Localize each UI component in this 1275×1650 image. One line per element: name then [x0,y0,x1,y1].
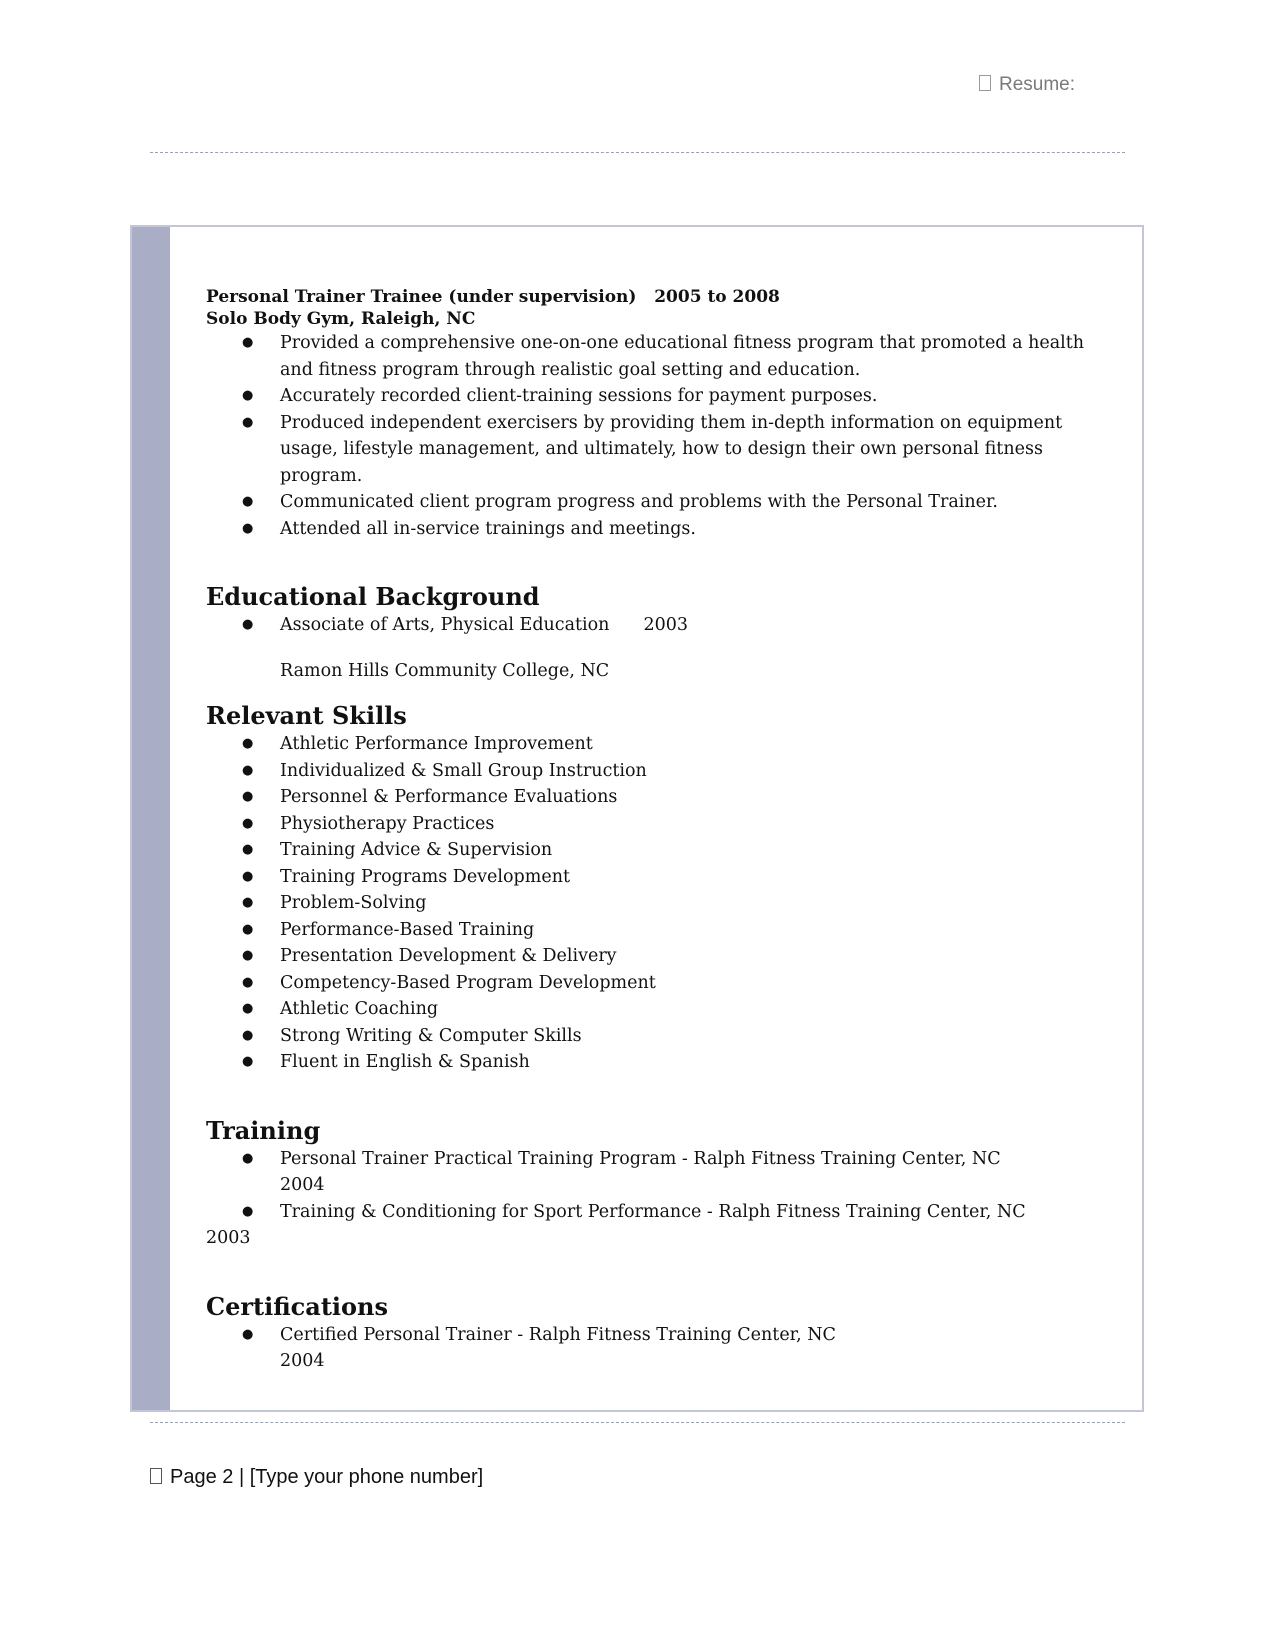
training-item-1-year: 2004 [280,1175,325,1195]
list-item: ● Communicated client program progress and problems with the Personal Trainer. [206,489,1106,516]
list-item: ● Attended all in-service trainings and meetings. [206,516,1106,543]
footer-text: Page 2 | [Type your phone number] [170,1466,484,1488]
list-item: ● Training Advice & Supervision [206,837,1106,864]
footer-divider [150,1422,1125,1423]
training-item-1: ● Personal Trainer Practical Training Program - Ralph Fitness Training Center, NC [280,1148,1001,1169]
list-item: ● Personnel & Performance Evaluations [206,784,1106,811]
degree-year: 2003 [643,615,689,635]
list-item: ● Provided a comprehensive one-on-one educational fitness program that promoted a health and fitness program through realistic goal setting and education. [206,330,1106,383]
training-item-2-year: 2003 [206,1228,251,1248]
certification-year: 2004 [280,1351,325,1371]
list-item: ● Accurately recorded client-training sessions for payment purposes. [206,383,1106,410]
list-item: ● Fluent in English & Spanish [206,1049,1106,1076]
education-heading: Educational Background [206,582,540,611]
placeholder-glyph-icon [979,75,991,91]
list-item: ● Strong Writing & Computer Skills [206,1023,1106,1050]
list-item [206,612,1106,639]
list-item: ● Training Programs Development [206,864,1106,891]
placeholder-glyph-icon [150,1468,162,1484]
certifications-list [206,1322,1106,1375]
list-item: ● Presentation Development & Delivery [206,943,1106,970]
list-item [206,1146,1106,1199]
list-item: ● Training & Conditioning for Sport Performance - Ralph Fitness Training Center, NC [206,1199,1106,1226]
header-label: Resume: [998,74,1075,95]
header-divider [150,152,1125,153]
page-footer [150,1466,483,1489]
training-heading: Training [206,1115,321,1145]
list-item: ● Athletic Coaching [206,996,1106,1023]
list-item [206,1322,1106,1375]
training-list [206,1146,1106,1226]
skills-list [206,731,1106,1076]
resume-body [206,286,1106,1375]
certifications-heading: Certifications [206,1291,389,1321]
list-item: ● Problem-Solving [206,890,1106,917]
list-item: ● Produced independent exercisers by providing them in-depth information on equipment usage, lifestyle management, and ultimately, how to design their own personal fitness program. [206,410,1106,490]
school: Ramon Hills Community College, NC [280,660,610,681]
experience-list [206,330,1106,542]
list-item: ● Performance-Based Training [206,917,1106,944]
certification-item: ● Certified Personal Trainer - Ralph Fitness Training Center, NC [280,1324,836,1345]
list-item: ● Individualized & Small Group Instruction [206,758,1106,785]
job-title: Personal Trainer Trainee (under supervision) [206,287,637,307]
skills-heading: Relevant Skills [206,701,407,730]
list-item: ● Competency-Based Program Development [206,970,1106,997]
list-item: ● Athletic Performance Improvement [206,731,1106,758]
sidebar-bar [132,227,170,1410]
job-title-line [206,286,1106,308]
job-company: Solo Body Gym, Raleigh, NC [206,309,476,329]
list-item: ● Physiotherapy Practices [206,811,1106,838]
running-header [979,74,1075,96]
degree: Associate of Arts, Physical Education [280,615,610,635]
education-list [206,612,1106,639]
job-dates: 2005 to 2008 [654,287,780,307]
